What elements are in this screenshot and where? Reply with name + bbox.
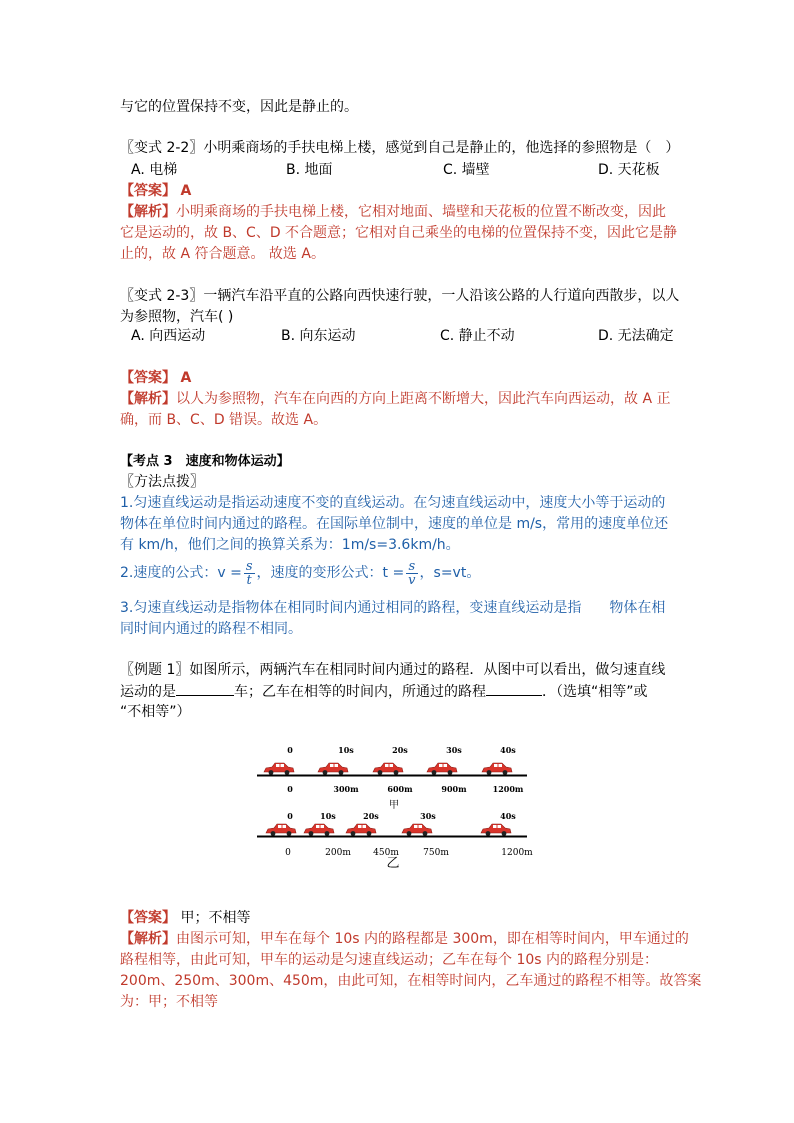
top-time-label: 20s [392,745,408,755]
car-yi [481,824,511,836]
q23-option-c: C. 静止不动 [440,328,515,344]
q22-answer [120,181,191,201]
top-time-label: 0 [287,745,293,755]
analysis-label: 【解析】 [120,204,176,220]
q22-option-b: B. 地面 [286,162,333,178]
q23-option-a: A. 向西运动 [131,328,206,344]
q22-option-a: A. 电梯 [131,162,178,178]
top-distance-label: 0 [287,784,293,794]
car-distance-figure [252,740,552,870]
label-jia: 甲 [389,800,399,811]
car-yi [402,824,432,836]
stem-text: 运动的是 [120,684,176,700]
method-p1-line-1: 1.匀速直线运动是指运动速度不变的直线运动。在匀速直线运动中，速度大小等于运动的 [120,495,666,511]
analysis-text: 由图示可知，甲车在每个 10s 内的路程都是 300m，即在相等时间内，甲车通过的 [176,931,689,947]
q22-analysis-line-1 [120,202,666,222]
q23-option-b: B. 向东运动 [281,328,356,344]
top-time-label: 40s [500,745,516,755]
formula-fraction-s-over-t [244,560,255,587]
question-2-3-stem-1: 〖变式 2-3〗一辆汽车沿平直的公路向西快速行驶，一人沿该公路的人行道向西散步，以人 [120,288,680,304]
bottom-time-label: 10s [320,811,336,821]
fraction-numerator: s [406,560,417,574]
example-analysis-line-2: 路程相等，由此可知，甲车的运动是匀速直线运动；乙车在每个 10s 内的路程分别是： [120,952,659,968]
top-distance-label: 900m [441,784,467,794]
fraction-denominator: t [246,572,252,588]
example-stem-line-1: 〖例题 1〗如图所示，两辆汽车在相同时间内通过的路程．从图中可以看出，做匀速直线 [120,662,666,678]
q23-analysis-line-1 [120,389,670,409]
car-jia [264,763,294,775]
answer-value: 甲；不相等 [180,910,251,926]
method-p3-line-2: 同时间内通过的路程不相同。 [120,621,302,637]
bottom-distance-label: 0 [285,848,291,858]
analysis-text: 小明乘商场的手扶电梯上楼，它相对地面、墙壁和天花板的位置不断改变，因此 [176,204,666,220]
section-title: 【考点 3 速度和物体运动】 [120,454,290,469]
stem-text: 车；乙车在相等的时间内，所通过的路程 [234,684,486,700]
formula-suffix: ，s=vt。 [419,565,481,581]
bottom-distance-label: 750m [423,848,449,858]
analysis-text: 以人为参照物，汽车在向西的方向上距离不断增大，因此汽车向西运动，故 A 正 [176,391,671,407]
example-analysis-line-4: 为：甲；不相等 [120,994,218,1010]
formula-fraction-s-over-v [406,560,417,587]
q23-option-d: D. 无法确定 [598,328,674,344]
formula-prefix: 2.速度的公式：v = [120,565,242,581]
label-yi: 乙 [386,856,400,870]
answer-label: 【答案】 [120,183,176,199]
bottom-time-label: 40s [500,811,516,821]
top-distance-label: 1200m [492,784,524,794]
q22-option-c: C. 墙壁 [443,162,490,178]
q23-analysis-line-2: 确，而 B、C、D 错误。故选 A。 [120,412,328,428]
bottom-distance-label: 200m [325,848,351,858]
method-p1-line-2: 物体在单位时间内通过的路程。在国际单位制中，速度的单位是 m/s，常用的速度单位还 [120,516,669,532]
car-jia [373,763,403,775]
answer-label: 【答案】 [120,370,176,386]
car-yi [266,824,296,836]
q22-option-d: D. 天花板 [598,162,660,178]
stem-text: ．（选填“相等”或 [542,684,648,700]
example-analysis-line-1 [120,929,689,949]
intro-text: 与它的位置保持不变，因此是静止的。 [120,99,358,115]
bottom-time-label: 20s [363,811,379,821]
q22-analysis-line-2: 它是运动的，故 B、C、D 不合题意；它相对自己乘坐的电梯的位置保持不变，因此它是静 [120,225,678,241]
method-p1-line-3: 有 km/h，他们之间的换算关系为：1m/s=3.6km/h。 [120,537,460,553]
bottom-distance-label: 450m [373,848,399,858]
bottom-time-label: 0 [287,811,293,821]
top-time-label: 10s [338,745,354,755]
analysis-label: 【解析】 [120,391,176,407]
top-distance-label: 600m [387,784,413,794]
car-jia [427,763,457,775]
example-answer [120,908,250,928]
answer-value: A [180,183,192,199]
q23-answer [120,368,191,388]
formula-middle: ，速度的变形公式：t = [256,565,405,581]
answer-value: A [180,370,192,386]
bottom-time-label: 30s [420,811,436,821]
analysis-label: 【解析】 [120,931,176,947]
car-yi [346,824,376,836]
example-analysis-line-3: 200m、250m、300m、450m，由此可知，在相等时间内，乙车通过的路程不相等。故答案 [120,973,702,989]
fraction-denominator: v [408,572,416,588]
method-heading: 〖方法点拨〗 [120,474,204,490]
answer-blank-2[interactable] [486,681,542,696]
fraction-numerator: s [245,558,253,574]
example-stem-line-3: “不相等”） [120,704,191,720]
method-p2-formula [120,558,480,588]
example-stem-line-2 [120,681,648,702]
answer-label: 【答案】 [120,910,176,926]
bottom-distance-label: 1200m [501,848,533,858]
q22-analysis-line-3: 止的，故 A 符合题意。 故选 A。 [120,246,325,262]
question-2-2-stem: 〖变式 2-2〗小明乘商场的手扶电梯上楼，感觉到自己是静止的，他选择的参照物是（ ） [120,140,680,156]
car-yi [304,824,334,836]
answer-blank-1[interactable] [176,681,234,696]
top-distance-label: 300m [333,784,359,794]
method-p3-line-1: 3.匀速直线运动是指物体在相同时间内通过相同的路程，变速直线运动是指 物体在相 [120,600,666,616]
car-jia [482,763,512,775]
question-2-3-stem-2: 为参照物，汽车( ) [120,309,234,325]
top-time-label: 30s [446,745,462,755]
car-jia [318,763,348,775]
